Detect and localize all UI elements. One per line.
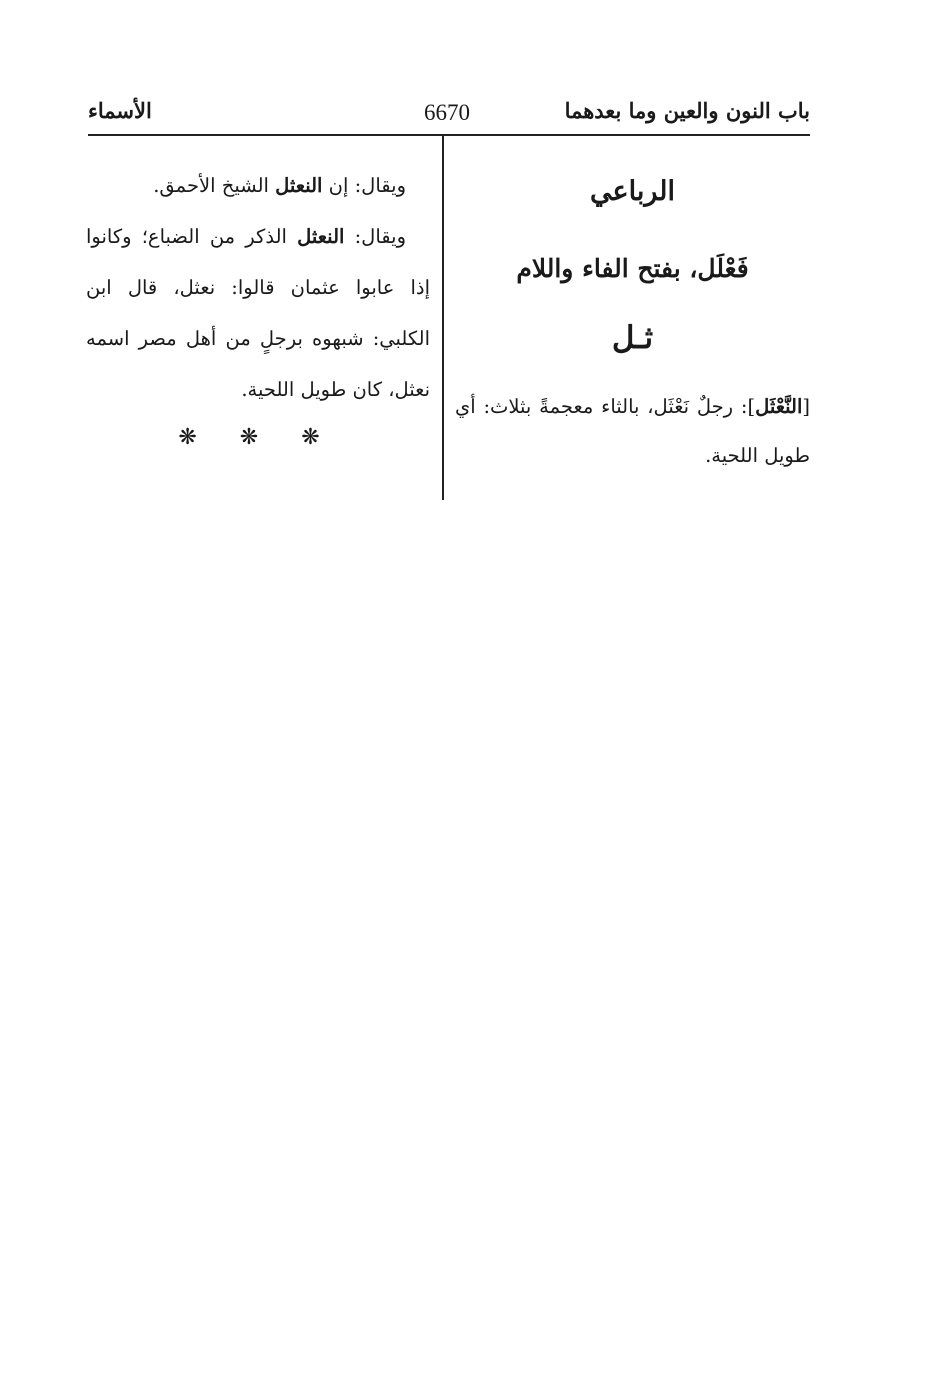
para1-after: الشيخ الأحمق.	[153, 174, 276, 197]
root-heading: ثـل	[611, 320, 654, 356]
section-title: الرباعي	[590, 176, 675, 207]
page-number: 6670	[424, 100, 470, 125]
entry-headword: النَّعْثَل	[755, 395, 803, 418]
running-header-chapter: باب النون والعين وما بعدهما	[564, 98, 810, 123]
entry-definition: ]: رجلٌ نَعْثَل، بالثاء معجمةً بثلاث: أي طويل اللحية.	[455, 395, 810, 467]
dictionary-entry	[455, 382, 810, 480]
right-column	[455, 168, 810, 480]
para2-after: الذكر من الضباع؛ وكانوا إذا عابوا عثمان قالوا: نعثل، قال ابن الكلبي: شبهوه برجلٍ من أهل مصر اسمه نعثل، كان طويل اللحية.	[86, 225, 430, 401]
para2-before: ويقال:	[344, 225, 406, 248]
entry-open-bracket: [	[802, 395, 810, 418]
para1-headword: النعثل	[275, 174, 323, 197]
paragraph-2	[86, 211, 430, 415]
section-separator: ❋ ❋ ❋	[178, 425, 338, 450]
header-rule	[88, 134, 810, 136]
para1-before: ويقال: إن	[322, 174, 406, 197]
left-column	[86, 160, 430, 450]
column-divider	[442, 136, 444, 500]
paragraph-1	[86, 160, 430, 211]
para2-headword: النعثل	[297, 225, 345, 248]
subsection-title: فَعْلَل، بفتح الفاء واللام	[516, 254, 749, 283]
running-header-section: الأسماء	[88, 98, 152, 123]
